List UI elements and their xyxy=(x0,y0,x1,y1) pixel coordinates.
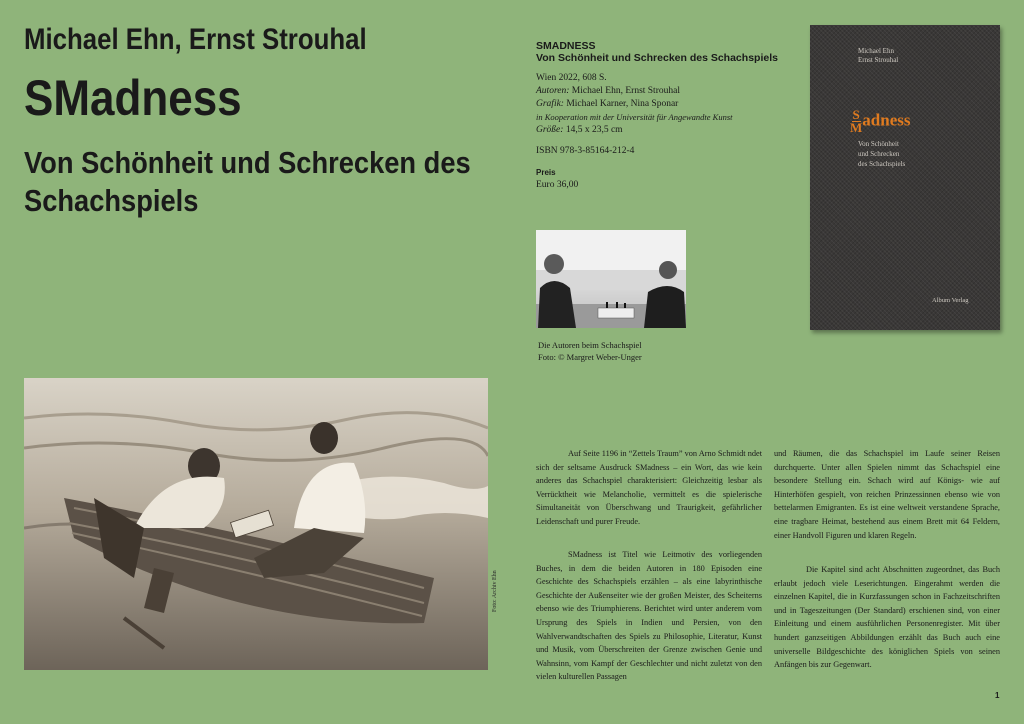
info-graphics-label: Grafik: xyxy=(536,99,564,109)
cover-sub3: des Schachspiels xyxy=(858,160,906,168)
cover-author2: Ernst Strouhal xyxy=(858,56,899,64)
authors-heading: Michael Ehn, Ernst Strouhal xyxy=(24,23,367,56)
info-isbn: ISBN 978-3-85164-212-4 xyxy=(536,146,635,156)
book-title: SMadness xyxy=(24,70,242,126)
cover-title-s: S xyxy=(852,107,860,122)
cover-authors xyxy=(858,47,898,65)
info-size-label: Größe: xyxy=(536,125,564,135)
book-subtitle: Von Schönheit und Schrecken des Schachspiels xyxy=(24,145,471,218)
body-column-2a xyxy=(774,447,1000,542)
info-place-year: Wien 2022, 608 S. xyxy=(536,73,607,83)
cover-title xyxy=(850,109,910,134)
info-title-line1: SMADNESS xyxy=(536,40,596,52)
body-para2: und Räumen, die das Schachspiel im Laufe seiner Reisen durchquerte. Unter allen Spielen nimmt das Schachspiel eine besondere Stellung ein. Schach wird auf Königs- wie auf Hinterhöfen gespielt, von reichen Prinzessinnen ebenso wie von bettelarmen Emigranten. Es ist eine weltweit verstandene Sprache, eine tragbare Heimat, bestehend aus einem Brett mit 64 Feldern, einer Handvoll Figuren und klaren Regeln. xyxy=(774,449,1000,540)
info-title-line2: Von Schönheit und Schrecken des Schachspiels xyxy=(536,52,778,64)
info-size xyxy=(536,124,786,137)
body-para1: Auf Seite 1196 in “Zettels Traum” von Arno Schmidt ndet sich der seltsame Ausdruck SMadness – ein Wort, das wie kein anderes das Schachspiel charakterisiert: Gleichzeitig lesbar als Verrücktheit wie Melancholie, vermittelt es die spielerische Simultaneität von Überschwang und Traurigkeit, gefährlicher Leidenschaft und purer Freude. xyxy=(536,449,762,526)
info-authors xyxy=(536,85,786,98)
body-column-1a xyxy=(536,447,762,529)
cover-author1: Michael Ehn xyxy=(858,47,894,55)
authors-photo-caption xyxy=(538,339,642,363)
info-authors-value: Michael Ehn, Ernst Strouhal xyxy=(569,86,680,96)
info-graphics-value: Michael Karner, Nina Sponar xyxy=(563,99,679,109)
book-cover xyxy=(810,25,1000,330)
info-graphics xyxy=(536,98,786,111)
cover-sub1: Von Schönheit xyxy=(858,140,899,148)
cover-publisher: Album Verlag xyxy=(932,297,969,304)
cover-title-sm xyxy=(850,109,862,134)
cover-sub2: und Schrecken xyxy=(858,150,900,158)
info-cooperation: in Kooperation mit der Universität für Angewandte Kunst xyxy=(536,112,733,122)
boat-chess-photo xyxy=(24,378,488,670)
body-para4: Die Kapitel sind acht Abschnitten zugeordnet, das Buch erlaubt jedoch viele Leserichtungen. Eingerahmt werden die einzelnen Kapitel, die in Kurzfassungen schon in Fachzeitschriften und in Tageszeitungen (Der Standard) erschienen sind, von einer Einleitung und einem ausführlichen Personenregister. Mit über hundert ganzseitigen Abbildungen erzählt das Buch auch eine universelle Bildgeschichte des königlichen Spiels von seinen Anfängen bis zur Gegenwart. xyxy=(774,565,1000,670)
info-price-label: Preis xyxy=(536,168,556,177)
body-para3: SMadness ist Titel wie Leitmotiv des vorliegenden Buches, in dem die beiden Autoren in 180 Episoden eine Geschichte des Schachspiels erzählen – als eine labyrinthische Geschichte der Außenseiter wie der großen Meister, des Scheiterns ebenso wie des Triumphierens. Berichtet wird unter anderem vom Ursprung des Spiels in Indien und Persien, von den Wahlverwandtschaften des Spiels zu Philosophie, Literatur, Kunst und Musik, vom Überschreiten der Grenze zwischen Genie und Wahnsinn, vom Kampf der Geschlechter und nicht zuletzt von den vielen kulturellen Passagen xyxy=(536,550,762,682)
book-info xyxy=(536,40,786,192)
info-authors-label: Autoren: xyxy=(536,86,570,96)
page-number: 1 xyxy=(995,691,1000,700)
body-column-2b xyxy=(774,563,1000,672)
caption-line1: Die Autoren beim Schachspiel xyxy=(538,340,642,350)
photo-credit: Foto: Archiv Ehn xyxy=(492,570,498,612)
info-size-value: 14,5 x 23,5 cm xyxy=(563,125,623,135)
info-price-value: Euro 36,00 xyxy=(536,180,579,190)
cover-title-rest: adness xyxy=(862,110,911,130)
cover-title-m: M xyxy=(850,120,863,135)
body-column-1b xyxy=(536,548,762,684)
cover-subtitle xyxy=(858,139,905,169)
authors-photo xyxy=(536,230,686,328)
caption-line2: Foto: © Margret Weber-Unger xyxy=(538,352,642,362)
